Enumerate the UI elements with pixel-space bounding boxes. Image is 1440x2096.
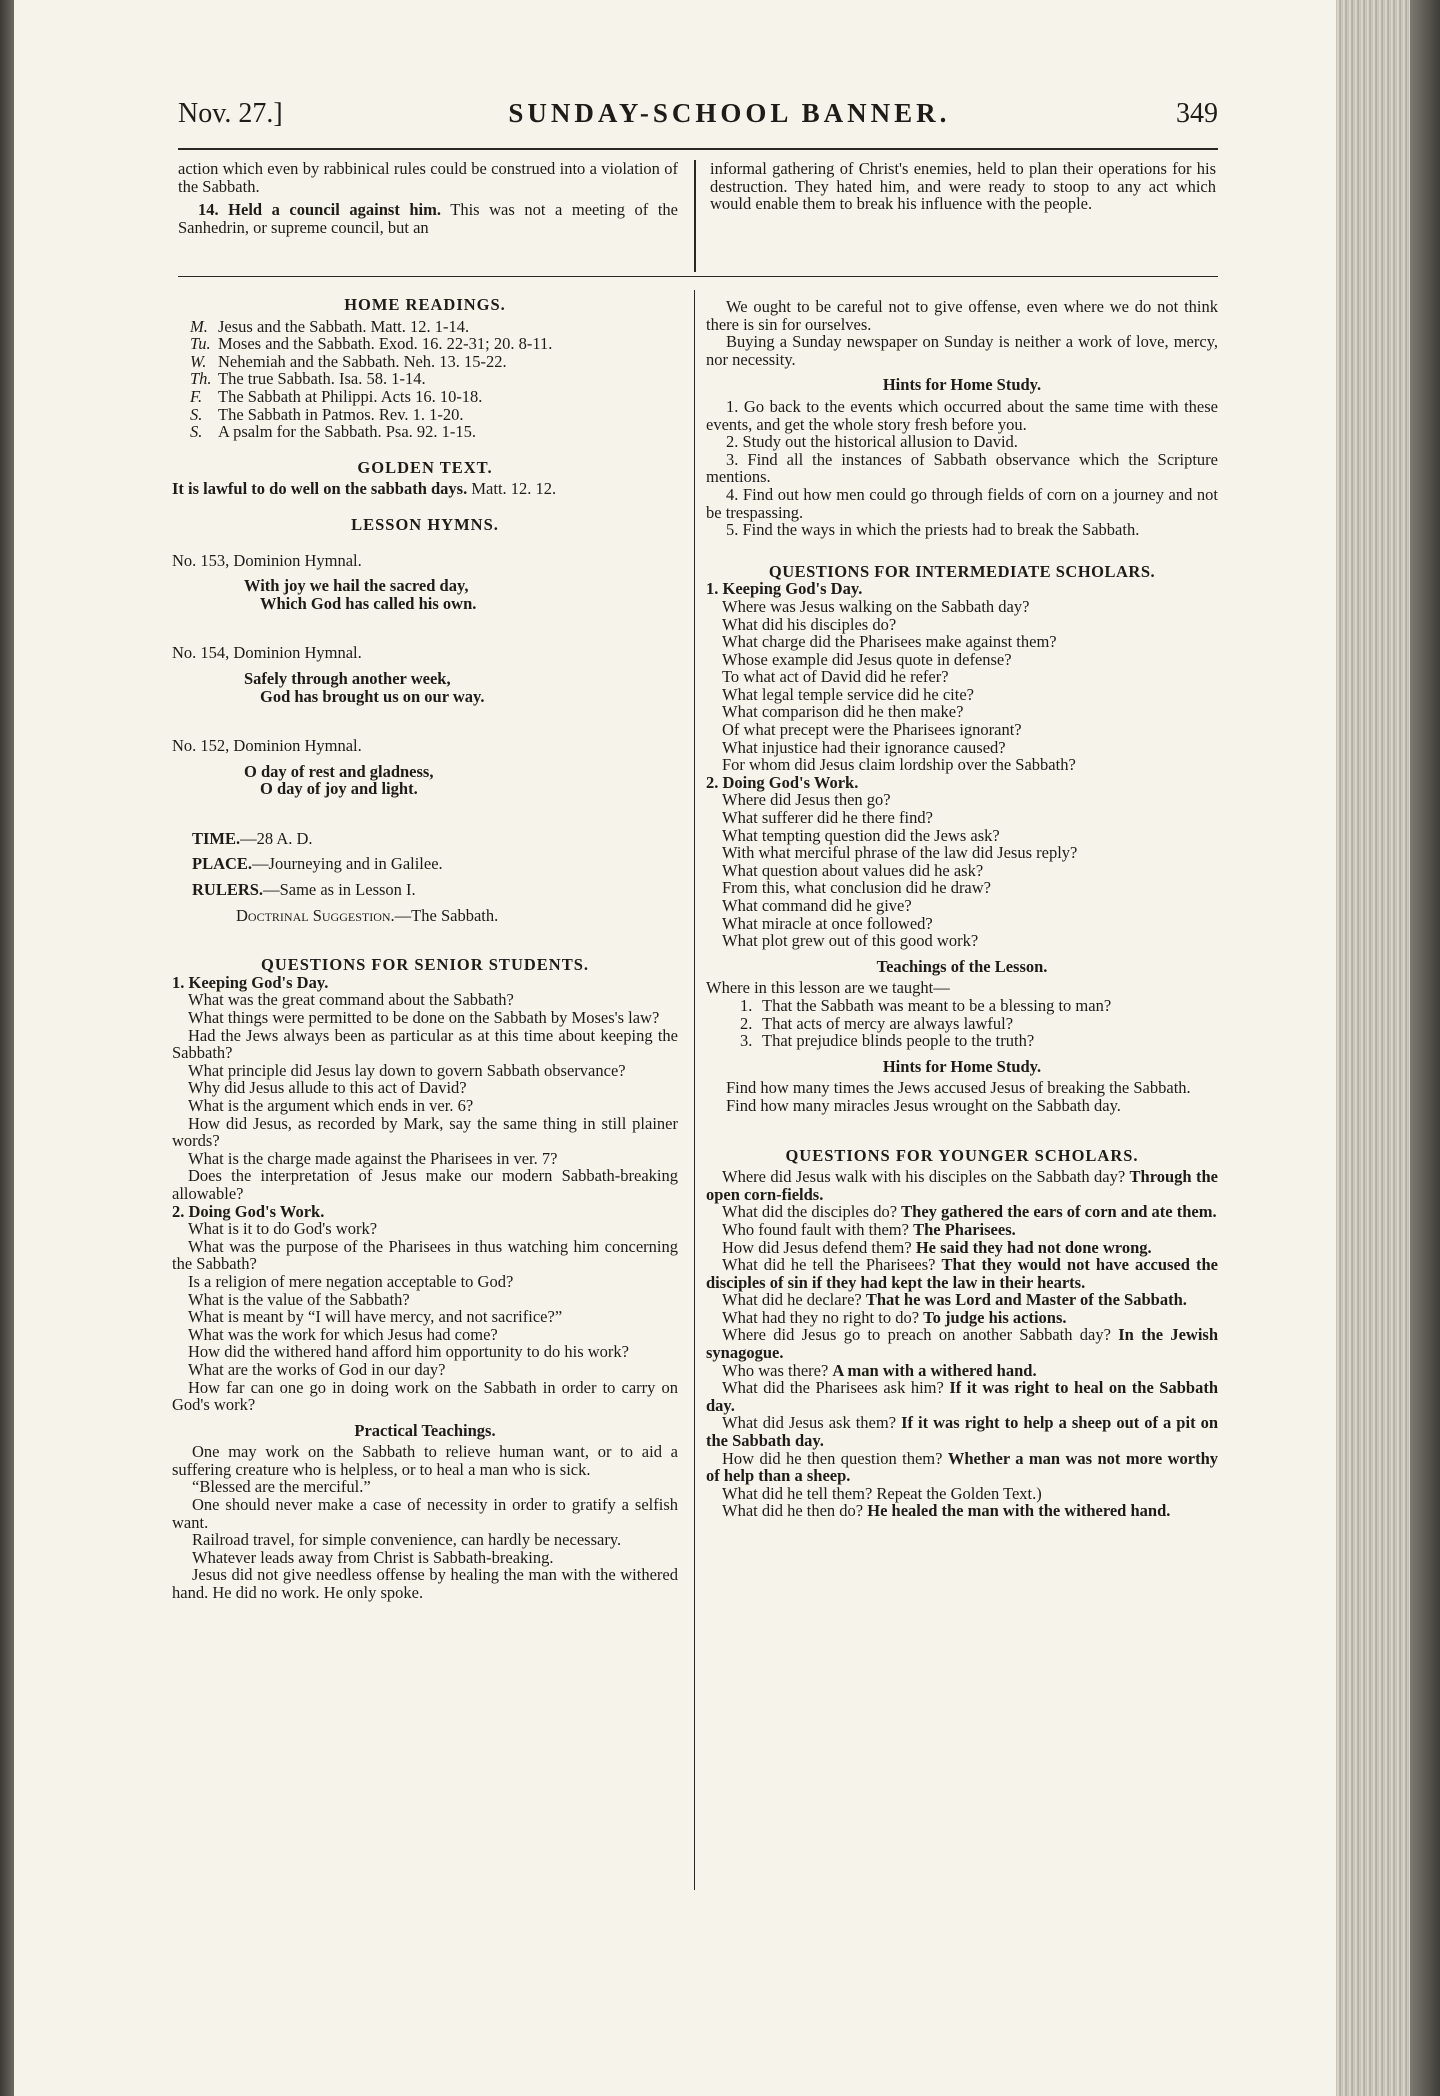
question: What injustice had their ignorance caused? [722, 737, 1006, 757]
text-span: What did he tell the Pharisees? [722, 1255, 936, 1275]
teaching-item [706, 997, 1218, 1015]
main-column-divider [694, 290, 695, 1890]
text-span: F. [190, 386, 203, 406]
lesson-time [192, 830, 678, 848]
text-span: The Sabbath in Patmos. Rev. 1. 1-20. [218, 404, 464, 424]
text-span: A psalm for the Sabbath. Psa. 92. 1-15. [218, 422, 477, 442]
teachings-intro: Where in this lesson are we taught— [706, 978, 950, 998]
text-span: Th. [190, 369, 212, 389]
question: What is the charge made against the Pharisees in ver. 7? [188, 1148, 558, 1168]
text-span: —28 A. D. [240, 828, 313, 848]
hint: 3. Find all the instances of Sabbath observance which the Scripture mentions. [706, 449, 1218, 487]
hint: 4. Find out how men could go through fields of corn on a journey and not be trespassing. [706, 484, 1218, 522]
header-page-number: 349 [1175, 98, 1218, 129]
question: To what act of David did he refer? [722, 667, 949, 687]
intermediate-section-2-title: 2. Doing God's Work. [706, 772, 859, 792]
section-rule [178, 276, 1218, 277]
hint: Find how many times the Jews accused Jesus of breaking the Sabbath. [726, 1078, 1191, 1098]
text-span: That the Sabbath was meant to be a blessing to man? [762, 995, 1112, 1015]
reading-item [172, 353, 678, 371]
golden-text-heading: GOLDEN TEXT. [357, 457, 493, 477]
text-span: O day of joy and light. [260, 779, 418, 799]
text-span: Repeat the Golden Text.) [876, 1483, 1042, 1503]
question: What comparison did he then make? [722, 702, 964, 722]
qa-item [706, 1414, 1218, 1449]
teaching: One may work on the Sabbath to relieve human want, or to aid a suffering creature who is helpless, or to heal a man who is sick. [172, 1442, 678, 1479]
header-date: Nov. 27.] [178, 98, 283, 129]
qa-item [706, 1309, 1218, 1327]
text-span: They gathered the ears of corn and ate them. [901, 1202, 1217, 1222]
question: What principle did Jesus lay down to govern Sabbath observance? [188, 1060, 626, 1080]
top-right-column [710, 160, 1216, 213]
note-14-text: This was not a meeting of the Sanhedrin, or supreme council, but an [178, 200, 678, 237]
qa-item [706, 1485, 1218, 1503]
text-span: What did he tell them? [722, 1483, 873, 1503]
doctrinal-suggestion [236, 907, 678, 925]
text-span: That he was Lord and Master of the Sabbath. [865, 1290, 1187, 1310]
lesson-hymns-heading: LESSON HYMNS. [351, 514, 499, 534]
question: How did Jesus, as recorded by Mark, say the same thing in still plainer words? [172, 1113, 678, 1151]
text-span: What did the Pharisees ask him? [722, 1378, 944, 1398]
text-span: Safely through another week, [244, 668, 451, 688]
qa-item [706, 1450, 1218, 1485]
question: Whose example did Jesus quote in defense? [722, 649, 1012, 669]
text-span: To judge his actions. [923, 1307, 1067, 1327]
teaching: Whatever leads away from Christ is Sabbath-breaking. [192, 1547, 554, 1567]
qa-item [706, 1502, 1218, 1520]
senior-section-1 [172, 991, 678, 1202]
text-span: If it was right to help a sheep out of a pit on the Sabbath day. [706, 1413, 1219, 1451]
teachings-list [706, 997, 1218, 1050]
reading-item [172, 335, 678, 353]
senior-section-2-title: 2. Doing God's Work. [172, 1201, 325, 1221]
reading-item [172, 318, 678, 336]
header-rule [178, 148, 1218, 150]
intermediate-section-2 [706, 791, 1218, 949]
home-readings-list [172, 318, 678, 441]
text-span: O day of rest and gladness, [244, 761, 434, 781]
question: With what merciful phrase of the law did Jesus reply? [722, 843, 1078, 863]
qa-item [706, 1221, 1218, 1239]
question: What command did he give? [722, 896, 912, 915]
question: Had the Jews always been as particular as at this time about keeping the Sabbath? [172, 1025, 678, 1063]
text-span: That they would not have accused the disciples of sin if they had kept the law in their hearts. [706, 1255, 1219, 1292]
continuation-paragraph: action which even by rabbinical rules could be construed into a violation of the Sabbath. [178, 159, 678, 196]
qa-item [706, 1168, 1218, 1203]
text-span: No. 152, Dominion Hymnal. [172, 736, 362, 756]
qa-item [706, 1239, 1218, 1257]
note-14-label: 14. Held a council against him. [198, 200, 442, 220]
text-span: 3. [740, 1031, 753, 1051]
question: What miracle at once followed? [722, 913, 933, 933]
question: What legal temple service did he cite? [722, 684, 974, 704]
question: What question about values did he ask? [722, 860, 984, 880]
hymn-1 [172, 552, 678, 613]
text-span: It is lawful to do well on the sabbath days. [172, 479, 468, 499]
hints-heading-1: Hints for Home Study. [882, 375, 1042, 395]
practical-teachings-heading: Practical Teachings. [354, 1420, 496, 1440]
teaching-item [706, 1015, 1218, 1033]
lesson-rulers [192, 881, 678, 899]
binding-shadow [0, 0, 14, 2096]
teaching: “Blessed are the merciful.” [192, 1477, 371, 1497]
text-span: What had they no right to do? [722, 1307, 920, 1327]
reading-item [172, 406, 678, 424]
page-stack-edge [1336, 0, 1440, 2096]
top-left-column [178, 160, 678, 236]
question: What was the work for which Jesus had come? [188, 1324, 498, 1344]
intermediate-section-1-title: 1. Keeping God's Day. [706, 579, 863, 599]
hymn-2 [172, 644, 678, 705]
text-span: Jesus and the Sabbath. Matt. 12. 1-14. [218, 316, 470, 336]
text-span: Where did Jesus walk with his disciples on the Sabbath day? [722, 1167, 1126, 1187]
hints-list-2 [706, 1079, 1218, 1114]
text-span: That prejudice blinds people to the truth? [762, 1031, 1035, 1051]
text-span: What did he then do? [722, 1501, 864, 1521]
text-span: If it was right to heal on the Sabbath day. [706, 1378, 1218, 1415]
senior-section-2 [172, 1220, 678, 1414]
text-span: How did he then question them? [722, 1448, 943, 1468]
text-span: M. [190, 316, 208, 336]
teaching: One should never make a case of necessity in order to gratify a selfish want. [172, 1495, 678, 1532]
question: What things were permitted to be done on the Sabbath by Moses's law? [188, 1008, 660, 1028]
text-span: He said they had not done wrong. [915, 1237, 1152, 1257]
text-span: Doctrinal Suggestion. [236, 905, 395, 925]
text-span: The Sabbath at Philippi. Acts 16. 10-18. [218, 386, 483, 406]
reading-item [172, 370, 678, 388]
text-span: That acts of mercy are always lawful? [762, 1013, 1014, 1033]
teaching: Jesus did not give needless offense by healing the man with the withered hand. He did no work. He only spoke. [172, 1565, 678, 1603]
question: Why did Jesus allude to this act of David? [188, 1078, 467, 1098]
question: What sufferer did he there find? [722, 808, 933, 828]
intro-paragraph: Buying a Sunday newspaper on Sunday is neither a work of love, mercy, nor necessity. [706, 332, 1218, 369]
question: What was the great command about the Sabbath? [188, 990, 514, 1010]
text-span: He healed the man with the withered hand. [867, 1501, 1171, 1521]
teaching: Railroad travel, for simple convenience, can hardly be necessary. [192, 1530, 622, 1550]
question: Where was Jesus walking on the Sabbath day? [722, 596, 1030, 616]
question: Of what precept were the Pharisees ignorant? [722, 720, 1022, 740]
text-span: No. 154, Dominion Hymnal. [172, 643, 362, 663]
intro-paragraph: We ought to be careful not to give offense, even where we do not think there is sin for ourselves. [706, 297, 1218, 334]
text-span: —Journeying and in Galilee. [252, 854, 443, 874]
text-span: PLACE. [192, 854, 253, 874]
teachings-heading: Teachings of the Lesson. [876, 956, 1048, 976]
question: What is it to do God's work? [188, 1219, 378, 1239]
top-column-divider [694, 160, 696, 272]
continuation-paragraph-right: informal gathering of Christ's enemies, held to plan their operations for his destruction. They hated him, and were ready to stoop to any act which would enable them to break his influence with the people. [710, 159, 1216, 214]
senior-questions-heading: QUESTIONS FOR SENIOR STUDENTS. [261, 955, 589, 975]
reading-item [172, 423, 678, 441]
qa-item [706, 1362, 1218, 1380]
text-span: No. 153, Dominion Hymnal. [172, 550, 362, 570]
qa-item [706, 1326, 1218, 1361]
text-span: Which God has called his own. [260, 593, 477, 613]
text-span: The true Sabbath. Isa. 58. 1-14. [218, 369, 426, 389]
text-span: S. [190, 404, 203, 424]
text-span: S. [190, 422, 203, 442]
hint: 1. Go back to the events which occurred about the same time with these events, and get the whole story fresh before you. [706, 396, 1218, 434]
text-span: —The Sabbath. [394, 905, 499, 925]
left-column [172, 296, 678, 1602]
text-span: Where did Jesus go to preach on another Sabbath day? [722, 1325, 1111, 1345]
hints-list-1 [706, 398, 1218, 539]
intermediate-section-1 [706, 598, 1218, 774]
text-span: Whether a man was not more worthy of help than a sheep. [706, 1448, 1219, 1486]
text-span: W. [190, 351, 207, 371]
qa-item [706, 1379, 1218, 1414]
text-span: How did Jesus defend them? [722, 1237, 912, 1257]
question: What charge did the Pharisees make against them? [722, 632, 1057, 652]
question: From this, what conclusion did he draw? [722, 878, 991, 898]
text-span: God has brought us on our way. [260, 686, 485, 706]
question: How far can one go in doing work on the Sabbath in order to carry on God's work? [172, 1377, 678, 1415]
hints-heading-2: Hints for Home Study. [882, 1056, 1042, 1076]
text-span: TIME. [192, 828, 241, 848]
hint: 5. Find the ways in which the priests had to break the Sabbath. [726, 520, 1140, 540]
text-span: A man with a withered hand. [832, 1360, 1037, 1380]
question: Does the interpretation of Jesus make our modern Sabbath-breaking allowable? [172, 1166, 678, 1203]
text-span: Through the open corn-fields. [706, 1167, 1218, 1204]
hymn-3 [172, 737, 678, 798]
reading-item [172, 388, 678, 406]
text-span: 2. [740, 1013, 753, 1033]
question: What is the argument which ends in ver. 6? [188, 1096, 474, 1115]
question: What is the value of the Sabbath? [188, 1289, 410, 1309]
text-span: What did Jesus ask them? [722, 1413, 897, 1433]
question: For whom did Jesus claim lordship over the Sabbath? [722, 755, 1076, 775]
text-span: —Same as in Lesson I. [263, 880, 416, 900]
text-span: Tu. [190, 334, 211, 354]
practical-teachings [172, 1443, 678, 1601]
page-header [178, 98, 1218, 138]
header-title: SUNDAY-SCHOOL BANNER. [508, 98, 951, 128]
hint: 2. Study out the historical allusion to David. [726, 432, 1018, 452]
lesson-place [192, 855, 678, 873]
text-span: Who found fault with them? [722, 1219, 909, 1239]
intermediate-questions-heading: QUESTIONS FOR INTERMEDIATE SCHOLARS. [768, 561, 1156, 581]
question: What are the works of God in our day? [188, 1359, 446, 1379]
text-span: RULERS. [192, 880, 264, 900]
text-span: Who was there? [722, 1360, 829, 1380]
qa-item [706, 1203, 1218, 1221]
question: Is a religion of mere negation acceptable to God? [188, 1271, 514, 1291]
text-span: 1. [740, 995, 753, 1015]
hint: Find how many miracles Jesus wrought on the Sabbath day. [726, 1095, 1121, 1115]
question: What was the purpose of the Pharisees in thus watching him concerning the Sabbath? [172, 1236, 678, 1274]
text-span: The Pharisees. [913, 1219, 1016, 1239]
text-span: What did the disciples do? [722, 1202, 898, 1222]
text-span: What did he declare? [722, 1290, 862, 1310]
home-readings-heading: HOME READINGS. [344, 295, 506, 314]
question: What is meant by “I will have mercy, and not sacrifice?” [188, 1307, 563, 1327]
question: What plot grew out of this good work? [722, 931, 979, 951]
text-span: With joy we hail the sacred day, [244, 576, 469, 596]
question: How did the withered hand afford him opportunity to do his work? [188, 1342, 629, 1362]
question: What did his disciples do? [722, 614, 897, 634]
golden-text [172, 480, 678, 498]
question: Where did Jesus then go? [722, 790, 891, 810]
text-span: In the Jewish synagogue. [706, 1325, 1219, 1363]
qa-item [706, 1291, 1218, 1309]
question: What tempting question did the Jews ask? [722, 825, 1000, 845]
senior-section-1-title: 1. Keeping God's Day. [172, 972, 329, 992]
younger-qa-list [706, 1168, 1218, 1520]
text-span: Nehemiah and the Sabbath. Neh. 13. 15-22. [218, 351, 507, 371]
note-14 [178, 201, 678, 236]
younger-questions-heading: QUESTIONS FOR YOUNGER SCHOLARS. [785, 1145, 1139, 1165]
text-span: Moses and the Sabbath. Exod. 16. 22-31; 20. 8-11. [218, 334, 553, 354]
text-span: Matt. 12. 12. [467, 479, 557, 499]
teaching-item [706, 1032, 1218, 1050]
qa-item [706, 1256, 1218, 1291]
right-column [706, 298, 1218, 1520]
